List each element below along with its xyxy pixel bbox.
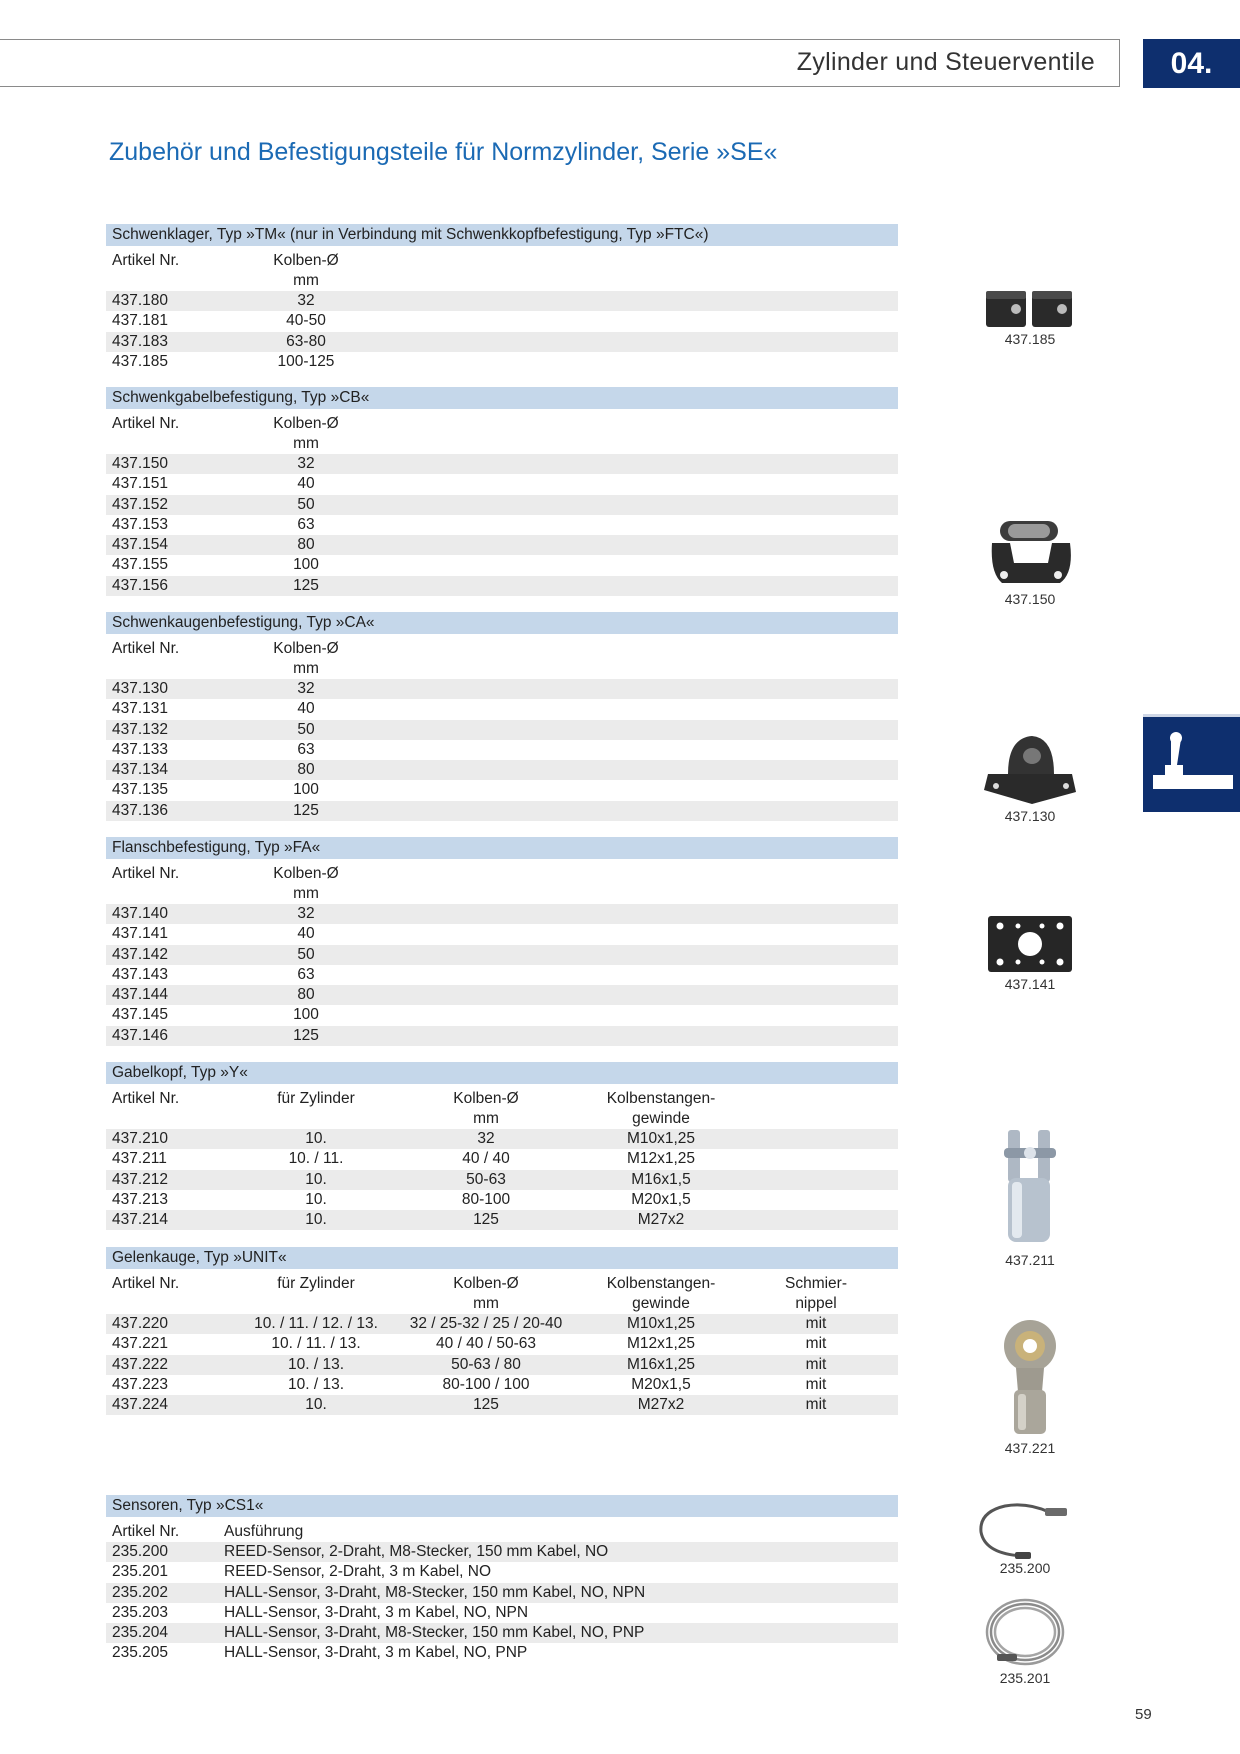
artikel-nr-cell: 437.213 <box>112 1190 169 1208</box>
section-schwenkaugen-ca <box>106 612 898 821</box>
sensor-coiled-cable-icon <box>975 1594 1075 1670</box>
kolben-cell: 32 / 25-32 / 25 / 20-40 <box>409 1315 563 1332</box>
table-row <box>106 1562 898 1582</box>
table-row <box>106 352 898 372</box>
product-caption: 437.150 <box>1004 591 1056 607</box>
table-row <box>106 1005 898 1025</box>
col-header-artikel: Artikel Nr. <box>112 865 180 882</box>
gewinde-cell: M16x1,25 <box>626 1355 696 1373</box>
table-body <box>106 679 898 821</box>
col-header-artikel: Artikel Nr. <box>112 415 180 432</box>
clevis-mount-icon <box>982 503 1078 591</box>
col-header-gewinde: Kolbenstangen- gewinde <box>606 1275 716 1312</box>
zylinder-cell: 10. / 11. <box>288 1150 344 1168</box>
zylinder-cell: 10. / 11. / 13. <box>271 1335 361 1353</box>
table-row <box>106 801 898 821</box>
section-title: Sensoren, Typ »CS1« <box>106 1495 898 1517</box>
artikel-nr-cell: 437.131 <box>112 700 169 718</box>
col-header-artikel: Artikel Nr. <box>112 1523 180 1540</box>
table-row <box>106 332 898 352</box>
table-row <box>106 535 898 555</box>
rod-eye-icon <box>990 1316 1070 1440</box>
kolben-cell: 125 <box>293 576 319 594</box>
zylinder-cell: 10. / 13. <box>287 1375 344 1393</box>
kolben-cell: 125 <box>473 1211 499 1229</box>
table-row <box>106 1149 898 1169</box>
artikel-nr-cell: 437.156 <box>112 576 169 594</box>
col-header-artikel: Artikel Nr. <box>112 1275 180 1292</box>
artikel-nr-cell: 235.201 <box>112 1563 169 1581</box>
kolben-cell: 80 <box>297 761 315 779</box>
schmiernippel-cell: mit <box>805 1335 827 1353</box>
kolben-cell: 100-125 <box>277 352 335 370</box>
table-row <box>106 1395 898 1415</box>
schmiernippel-cell: mit <box>805 1396 827 1414</box>
artikel-nr-cell: 437.154 <box>112 536 169 554</box>
artikel-nr-cell: 235.202 <box>112 1583 169 1601</box>
kolben-cell: 125 <box>293 801 319 819</box>
artikel-nr-cell: 437.185 <box>112 352 169 370</box>
artikel-nr-cell: 437.214 <box>112 1211 169 1229</box>
table-row <box>106 780 898 800</box>
artikel-nr-cell: 437.152 <box>112 495 169 513</box>
ausfuehrung-cell: REED-Sensor, 2-Draht, 3 m Kabel, NO <box>224 1563 492 1581</box>
zylinder-cell: 10. <box>305 1170 327 1188</box>
artikel-nr-cell: 437.146 <box>112 1026 169 1044</box>
product-image-437-141 <box>975 912 1085 992</box>
artikel-nr-cell: 437.141 <box>112 925 169 943</box>
table-header <box>106 1089 898 1129</box>
col-header-ausfuehrung: Ausführung <box>224 1523 304 1540</box>
artikel-nr-cell: 437.212 <box>112 1170 169 1188</box>
gewinde-cell: M12x1,25 <box>626 1335 696 1353</box>
table-header <box>106 864 898 904</box>
col-header-zylinder: für Zylinder <box>277 1275 355 1292</box>
col-header-kolben: Kolben-Ø mm <box>273 865 339 902</box>
kolben-cell: 125 <box>293 1026 319 1044</box>
table-row <box>106 945 898 965</box>
product-caption: 235.201 <box>999 1670 1051 1686</box>
ausfuehrung-cell: HALL-Sensor, 3-Draht, 3 m Kabel, NO, PNP <box>224 1644 528 1662</box>
product-image-235-201 <box>970 1594 1080 1686</box>
flange-plate-icon <box>982 912 1078 976</box>
artikel-nr-cell: 437.145 <box>112 1006 169 1024</box>
artikel-nr-cell: 235.204 <box>112 1624 169 1642</box>
section-title: Schwenkgabelbefestigung, Typ »CB« <box>106 387 898 409</box>
table-row <box>106 1355 898 1375</box>
kolben-cell: 80-100 <box>461 1190 511 1208</box>
table-header <box>106 414 898 454</box>
table-body <box>106 904 898 1046</box>
table-row <box>106 495 898 515</box>
kolben-cell: 63-80 <box>286 332 326 350</box>
kolben-cell: 40 <box>297 925 315 943</box>
product-image-235-200 <box>970 1494 1080 1576</box>
table-row <box>106 760 898 780</box>
ausfuehrung-cell: HALL-Sensor, 3-Draht, M8-Stecker, 150 mm Kabel, NO, NPN <box>224 1583 646 1601</box>
header-bar <box>0 39 1120 87</box>
gewinde-cell: M27x2 <box>637 1396 685 1414</box>
gewinde-cell: M12x1,25 <box>626 1150 696 1168</box>
artikel-nr-cell: 437.222 <box>112 1355 169 1373</box>
kolben-cell: 32 <box>297 455 315 472</box>
table-row <box>106 1129 898 1149</box>
table-row <box>106 1583 898 1603</box>
col-header-artikel: Artikel Nr. <box>112 640 180 657</box>
product-image-437-211 <box>975 1122 1085 1268</box>
table-body <box>106 1542 898 1664</box>
table-body <box>106 291 898 372</box>
artikel-nr-cell: 437.224 <box>112 1396 169 1414</box>
kolben-cell: 40-50 <box>286 312 326 330</box>
zylinder-cell: 10. <box>305 1211 327 1229</box>
section-title: Flanschbefestigung, Typ »FA« <box>106 837 898 859</box>
table-row <box>106 291 898 311</box>
section-schwenklager-tm <box>106 224 898 372</box>
section-title: Gelenkauge, Typ »UNIT« <box>106 1247 898 1269</box>
gewinde-cell: M10x1,25 <box>626 1130 696 1147</box>
artikel-nr-cell: 235.205 <box>112 1644 169 1662</box>
artikel-nr-cell: 437.150 <box>112 455 169 472</box>
artikel-nr-cell: 235.200 <box>112 1543 169 1560</box>
table-header <box>106 251 898 291</box>
kolben-cell: 63 <box>297 515 315 533</box>
col-header-kolben: Kolben-Ø mm <box>273 640 339 677</box>
artikel-nr-cell: 235.203 <box>112 1603 169 1621</box>
col-header-kolben: Kolben-Ø mm <box>273 415 339 452</box>
col-header-kolben: Kolben-Ø mm <box>453 1090 519 1127</box>
chapter-badge: 04. <box>1143 39 1240 88</box>
product-caption: 437.141 <box>1004 976 1056 992</box>
table-row <box>106 1210 898 1230</box>
kolben-cell: 32 <box>297 292 315 309</box>
schmiernippel-cell: mit <box>805 1355 827 1373</box>
kolben-cell: 32 <box>297 680 315 697</box>
kolben-cell: 40 <box>297 700 315 718</box>
product-caption: 235.200 <box>999 1560 1051 1576</box>
kolben-cell: 50-63 / 80 <box>451 1355 521 1373</box>
table-body <box>106 454 898 596</box>
gewinde-cell: M20x1,5 <box>631 1190 691 1208</box>
table-row <box>106 1314 898 1334</box>
artikel-nr-cell: 437.221 <box>112 1335 169 1353</box>
kolben-cell: 125 <box>473 1396 499 1414</box>
kolben-cell: 100 <box>293 1006 319 1024</box>
section-gabelkopf-y <box>106 1062 898 1230</box>
col-header-artikel: Artikel Nr. <box>112 252 180 269</box>
table-row <box>106 924 898 944</box>
product-caption: 437.221 <box>1004 1440 1056 1456</box>
kolben-cell: 32 <box>477 1130 495 1147</box>
artikel-nr-cell: 437.181 <box>112 312 169 330</box>
kolben-cell: 40 / 40 <box>462 1150 510 1168</box>
zylinder-cell: 10. <box>305 1130 327 1147</box>
product-caption: 437.185 <box>1004 331 1056 347</box>
col-header-schmiernippel: Schmier- nippel <box>784 1275 847 1312</box>
col-header-artikel: Artikel Nr. <box>112 1090 180 1107</box>
table-row <box>106 740 898 760</box>
page-number: 59 <box>1135 1706 1152 1723</box>
product-image-437-221 <box>975 1316 1085 1456</box>
table-header <box>106 1522 898 1542</box>
artikel-nr-cell: 437.144 <box>112 986 169 1004</box>
artikel-nr-cell: 437.223 <box>112 1375 169 1393</box>
kolben-cell: 50 <box>297 720 315 738</box>
gewinde-cell: M10x1,25 <box>626 1315 696 1332</box>
table-row <box>106 576 898 596</box>
artikel-nr-cell: 437.220 <box>112 1315 169 1332</box>
table-row <box>106 1643 898 1663</box>
table-row <box>106 1623 898 1643</box>
table-row <box>106 985 898 1005</box>
artikel-nr-cell: 437.210 <box>112 1130 169 1147</box>
table-row <box>106 720 898 740</box>
eye-mount-icon <box>982 728 1078 808</box>
schmiernippel-cell: mit <box>805 1315 827 1332</box>
table-header <box>106 639 898 679</box>
table-header <box>106 1274 898 1314</box>
table-row <box>106 454 898 474</box>
artikel-nr-cell: 437.133 <box>112 740 169 758</box>
zylinder-cell: 10. <box>305 1190 327 1208</box>
page-title: Zubehör und Befestigungsteile für Normzylinder, Serie »SE« <box>109 138 778 166</box>
table-row <box>106 1603 898 1623</box>
kolben-cell: 63 <box>297 740 315 758</box>
ausfuehrung-cell: HALL-Sensor, 3-Draht, 3 m Kabel, NO, NPN <box>224 1603 529 1621</box>
table-row <box>106 311 898 331</box>
section-gelenkauge-unit <box>106 1247 898 1415</box>
ausfuehrung-cell: REED-Sensor, 2-Draht, M8-Stecker, 150 mm Kabel, NO <box>224 1543 609 1560</box>
kolben-cell: 100 <box>293 556 319 574</box>
gewinde-cell: M16x1,5 <box>631 1170 691 1188</box>
table-row <box>106 699 898 719</box>
product-image-437-130 <box>975 728 1085 824</box>
header-title: Zylinder und Steuerventile <box>796 48 1095 76</box>
kolben-cell: 80 <box>297 536 315 554</box>
table-body <box>106 1129 898 1230</box>
artikel-nr-cell: 437.134 <box>112 761 169 779</box>
rod-clevis-icon <box>990 1122 1070 1252</box>
section-schwenkgabel-cb <box>106 387 898 596</box>
zylinder-cell: 10. / 13. <box>287 1355 344 1373</box>
artikel-nr-cell: 437.135 <box>112 781 169 799</box>
kolben-cell: 32 <box>297 905 315 922</box>
zylinder-cell: 10. <box>305 1396 327 1414</box>
table-row <box>106 555 898 575</box>
gewinde-cell: M20x1,5 <box>631 1375 691 1393</box>
table-row <box>106 474 898 494</box>
chapter-side-tab <box>1143 714 1240 812</box>
artikel-nr-cell: 437.180 <box>112 292 169 309</box>
col-header-kolben: Kolben-Ø mm <box>273 252 339 289</box>
kolben-cell: 63 <box>297 965 315 983</box>
kolben-cell: 80-100 / 100 <box>442 1375 530 1393</box>
zylinder-cell: 10. / 11. / 12. / 13. <box>254 1315 378 1332</box>
table-row <box>106 904 898 924</box>
section-title: Gabelkopf, Typ »Y« <box>106 1062 898 1084</box>
product-image-437-150 <box>975 503 1085 607</box>
product-caption: 437.211 <box>1005 1252 1055 1268</box>
artikel-nr-cell: 437.153 <box>112 515 169 533</box>
product-image-437-185 <box>975 287 1085 347</box>
section-flansch-fa <box>106 837 898 1046</box>
section-sensoren-cs1 <box>106 1495 898 1664</box>
table-row <box>106 1190 898 1210</box>
artikel-nr-cell: 437.140 <box>112 905 169 922</box>
kolben-cell: 50-63 <box>466 1170 506 1188</box>
col-header-zylinder: für Zylinder <box>277 1090 355 1107</box>
artikel-nr-cell: 437.183 <box>112 332 169 350</box>
kolben-cell: 50 <box>297 495 315 513</box>
table-row <box>106 965 898 985</box>
product-caption: 437.130 <box>1004 808 1056 824</box>
kolben-cell: 100 <box>293 781 319 799</box>
trunnion-blocks-icon <box>982 287 1078 331</box>
gewinde-cell: M27x2 <box>637 1211 685 1229</box>
kolben-cell: 40 / 40 / 50-63 <box>436 1335 536 1353</box>
table-row <box>106 1170 898 1190</box>
kolben-cell: 40 <box>297 475 315 493</box>
kolben-cell: 80 <box>297 986 315 1004</box>
artikel-nr-cell: 437.142 <box>112 945 169 963</box>
artikel-nr-cell: 437.132 <box>112 720 169 738</box>
artikel-nr-cell: 437.136 <box>112 801 169 819</box>
col-header-kolben: Kolben-Ø mm <box>453 1275 519 1312</box>
table-row <box>106 1026 898 1046</box>
table-row <box>106 1542 898 1562</box>
schmiernippel-cell: mit <box>805 1375 827 1393</box>
artikel-nr-cell: 437.211 <box>112 1150 167 1168</box>
lever-valve-icon <box>1143 717 1240 812</box>
artikel-nr-cell: 437.130 <box>112 680 169 697</box>
artikel-nr-cell: 437.155 <box>112 556 169 574</box>
section-title: Schwenkaugenbefestigung, Typ »CA« <box>106 612 898 634</box>
table-row <box>106 1334 898 1354</box>
artikel-nr-cell: 437.143 <box>112 965 169 983</box>
table-row <box>106 1375 898 1395</box>
sensor-short-cable-icon <box>975 1494 1075 1560</box>
table-row <box>106 679 898 699</box>
ausfuehrung-cell: HALL-Sensor, 3-Draht, M8-Stecker, 150 mm Kabel, NO, PNP <box>224 1624 645 1642</box>
section-title: Schwenklager, Typ »TM« (nur in Verbindung mit Schwenkkopfbefestigung, Typ »FTC«) <box>106 224 898 246</box>
table-body <box>106 1314 898 1415</box>
table-row <box>106 515 898 535</box>
col-header-gewinde: Kolbenstangen- gewinde <box>606 1090 716 1127</box>
artikel-nr-cell: 437.151 <box>112 475 169 493</box>
kolben-cell: 50 <box>297 945 315 963</box>
